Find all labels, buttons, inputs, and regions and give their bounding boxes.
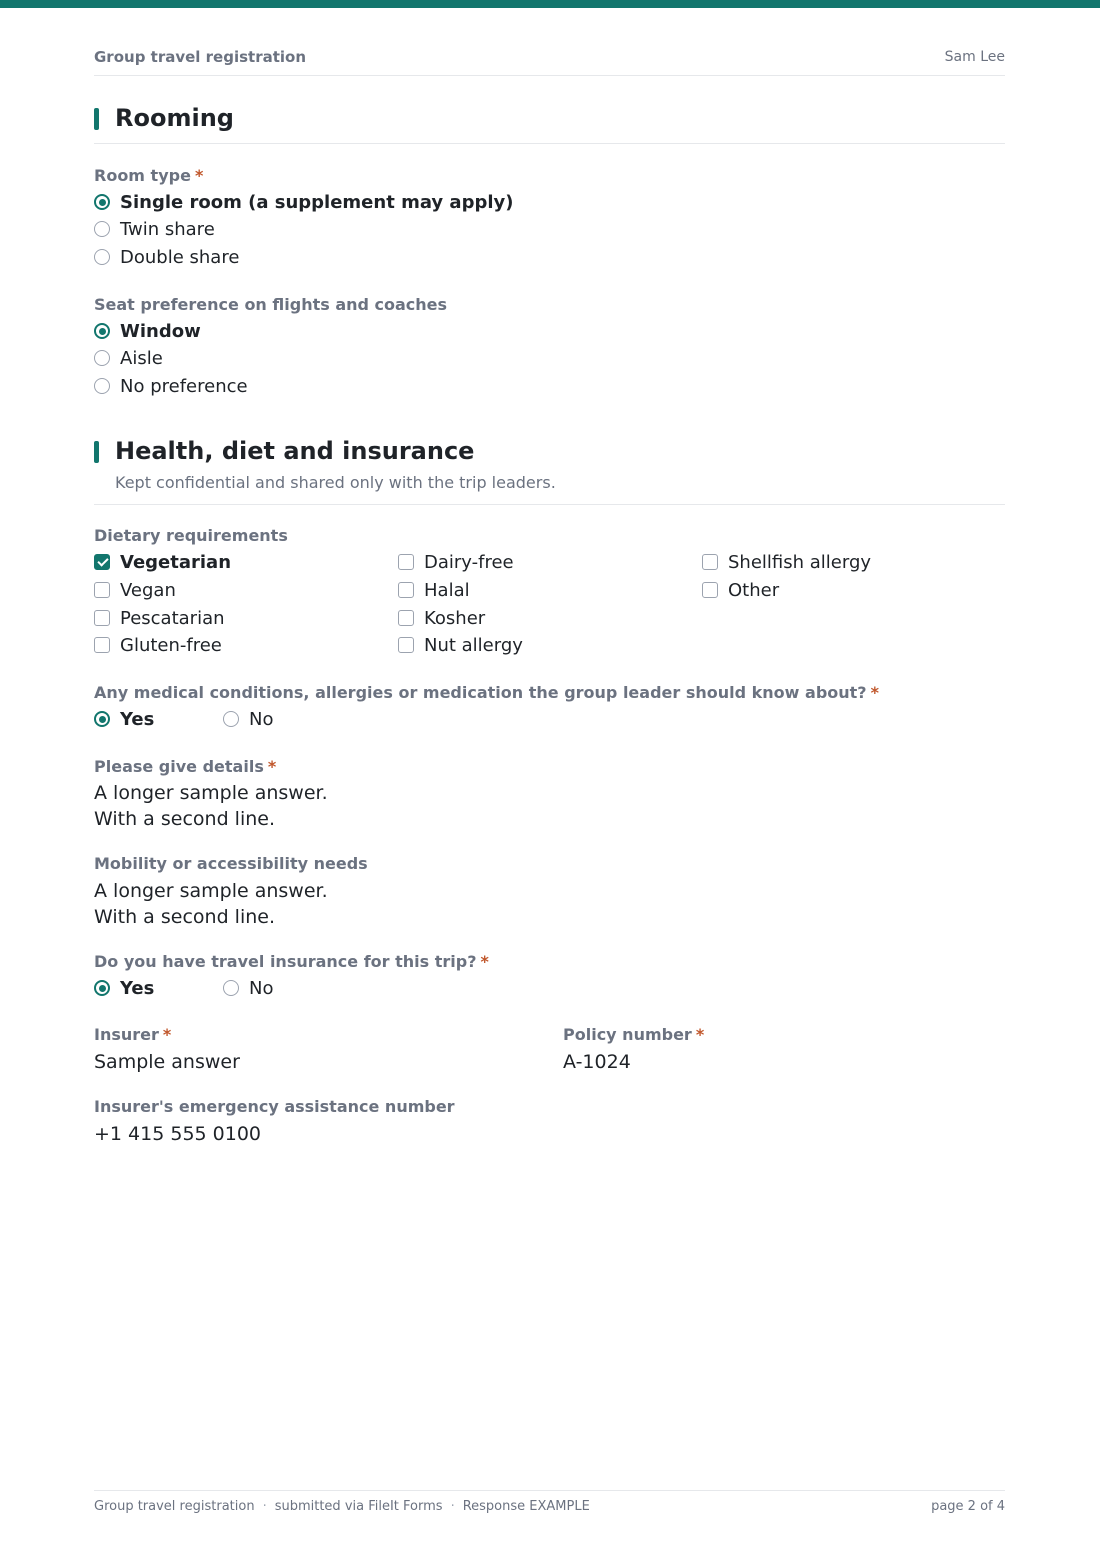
- radio-empty-icon: [94, 221, 110, 237]
- field-label-text: Do you have travel insurance for this trip?: [94, 952, 477, 971]
- radio-selected-icon: [94, 194, 110, 210]
- page-number: page 2 of 4: [931, 1499, 1005, 1514]
- user-name: Sam Lee: [944, 49, 1005, 65]
- radio-empty-icon: [94, 249, 110, 265]
- room-type-option-twin[interactable]: [94, 217, 215, 241]
- option-label: Kosher: [424, 607, 486, 629]
- seat-option-aisle[interactable]: [94, 346, 163, 370]
- page-footer: [94, 1490, 1005, 1520]
- checkbox-empty-icon: [94, 582, 110, 598]
- dietary-option-other[interactable]: [702, 578, 779, 602]
- option-label: Shellfish allergy: [728, 551, 872, 573]
- required-marker: *: [480, 952, 489, 971]
- option-label: Nut allergy: [424, 634, 523, 656]
- dietary-option-pescatarian[interactable]: [94, 606, 225, 630]
- option-label: Dairy-free: [424, 551, 514, 573]
- room-type-option-double[interactable]: [94, 245, 239, 269]
- top-accent-bar: [0, 0, 1100, 8]
- medical-label: [94, 683, 879, 702]
- option-label: Halal: [424, 579, 470, 601]
- field-label-text: Room type: [94, 166, 191, 185]
- option-label: No preference: [120, 375, 248, 397]
- option-label: Aisle: [120, 347, 163, 369]
- mobility-label: Mobility or accessibility needs: [94, 854, 368, 873]
- room-type-option-single[interactable]: [94, 190, 513, 214]
- document-title: Group travel registration: [94, 48, 307, 66]
- dietary-label: Dietary requirements: [94, 526, 288, 545]
- footer-response: Response EXAMPLE: [462, 1499, 590, 1514]
- field-label-text: Insurer: [94, 1025, 159, 1044]
- required-marker: *: [194, 166, 204, 185]
- required-marker: *: [870, 683, 879, 702]
- footer-submitted-via: submitted via FileIt Forms: [274, 1499, 443, 1514]
- required-marker: *: [267, 757, 277, 776]
- checkbox-empty-icon: [398, 637, 414, 653]
- section-accent-bar: [94, 108, 99, 130]
- dietary-option-shellfish-allergy[interactable]: [702, 550, 871, 574]
- details-answer-line-1: A longer sample answer.: [94, 782, 328, 804]
- seat-option-no-preference[interactable]: [94, 374, 248, 398]
- seat-option-window[interactable]: [94, 319, 201, 343]
- details-label: [94, 757, 276, 776]
- details-answer-line-2: With a second line.: [94, 808, 275, 830]
- emergency-number-label: Insurer's emergency assistance number: [94, 1097, 455, 1116]
- insurance-option-yes[interactable]: [94, 976, 154, 1000]
- section-title: Rooming: [115, 104, 234, 132]
- radio-empty-icon: [94, 350, 110, 366]
- option-label: No: [249, 977, 274, 999]
- radio-selected-icon: [94, 980, 110, 996]
- dietary-option-halal[interactable]: [398, 578, 470, 602]
- section-title: Health, diet and insurance: [115, 437, 475, 465]
- checkbox-empty-icon: [94, 610, 110, 626]
- insurer-answer: Sample answer: [94, 1051, 240, 1073]
- medical-option-yes[interactable]: [94, 707, 154, 731]
- checkbox-empty-icon: [398, 582, 414, 598]
- option-label: Single room (a supplement may apply): [120, 191, 514, 213]
- option-label: Yes: [120, 708, 155, 730]
- insurance-option-no[interactable]: [223, 976, 273, 1000]
- field-label-text: Please give details: [94, 757, 264, 776]
- section-accent-bar: [94, 441, 99, 463]
- field-label-text: Policy number: [563, 1025, 692, 1044]
- page-header: [94, 48, 1005, 76]
- footer-info: [94, 1499, 590, 1514]
- insurance-label: [94, 952, 489, 971]
- seat-preference-label: Seat preference on flights and coaches: [94, 295, 448, 314]
- option-label: Twin share: [120, 218, 215, 240]
- dietary-option-kosher[interactable]: [398, 606, 485, 630]
- option-label: Pescatarian: [120, 607, 225, 629]
- checkbox-checked-icon: [94, 554, 110, 570]
- section-subtitle: Kept confidential and shared only with the trip leaders.: [115, 473, 556, 492]
- section-header-rooming: [94, 104, 1005, 144]
- dietary-option-vegan[interactable]: [94, 578, 176, 602]
- option-label: Window: [120, 320, 201, 342]
- checkbox-empty-icon: [398, 554, 414, 570]
- dietary-option-gluten-free[interactable]: [94, 633, 222, 657]
- radio-empty-icon: [94, 378, 110, 394]
- field-label-text: Any medical conditions, allergies or medication the group leader should know about?: [94, 683, 867, 702]
- dietary-option-vegetarian[interactable]: [94, 550, 231, 574]
- mobility-answer-line-1: A longer sample answer.: [94, 880, 328, 902]
- option-label: Vegetarian: [120, 551, 232, 573]
- option-label: Vegan: [120, 579, 176, 601]
- emergency-number-answer: +1 415 555 0100: [94, 1123, 262, 1145]
- checkbox-empty-icon: [702, 582, 718, 598]
- radio-selected-icon: [94, 711, 110, 727]
- footer-form-name: Group travel registration: [94, 1499, 255, 1514]
- policy-number-label: [563, 1025, 704, 1044]
- checkbox-empty-icon: [94, 637, 110, 653]
- radio-empty-icon: [223, 980, 239, 996]
- checkbox-empty-icon: [398, 610, 414, 626]
- option-label: No: [249, 708, 274, 730]
- dietary-option-dairy-free[interactable]: [398, 550, 514, 574]
- radio-selected-icon: [94, 323, 110, 339]
- radio-empty-icon: [223, 711, 239, 727]
- insurer-label: [94, 1025, 171, 1044]
- option-label: Yes: [120, 977, 155, 999]
- required-marker: *: [162, 1025, 172, 1044]
- option-label: Gluten-free: [120, 634, 222, 656]
- footer-separator: ·: [450, 1499, 455, 1514]
- medical-option-no[interactable]: [223, 707, 273, 731]
- dietary-option-nut-allergy[interactable]: [398, 633, 523, 657]
- required-marker: *: [695, 1025, 705, 1044]
- option-label: Other: [728, 579, 780, 601]
- policy-number-answer: A-1024: [563, 1051, 631, 1073]
- room-type-label: [94, 166, 203, 185]
- option-label: Double share: [120, 246, 240, 268]
- checkbox-empty-icon: [702, 554, 718, 570]
- mobility-answer-line-2: With a second line.: [94, 906, 275, 928]
- section-header-health: [94, 437, 1005, 505]
- footer-separator: ·: [262, 1499, 267, 1514]
